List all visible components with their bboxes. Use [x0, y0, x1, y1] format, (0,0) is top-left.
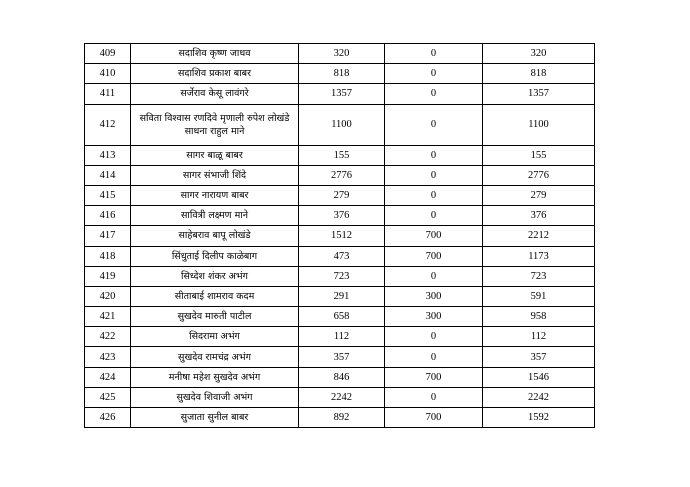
- amount-b-cell: 300: [385, 286, 483, 306]
- amount-b-cell: 0: [385, 266, 483, 286]
- serial-number-cell: 409: [85, 44, 131, 64]
- amount-b-cell: 0: [385, 387, 483, 407]
- person-name-cell: सुखदेव मारुती पाटील: [131, 307, 299, 327]
- serial-number-cell: 423: [85, 347, 131, 367]
- person-name-cell: सिंधुताई दिलीप काळेबाग: [131, 246, 299, 266]
- serial-number-cell: 425: [85, 387, 131, 407]
- table-row: [85, 185, 595, 205]
- amount-a-cell: 357: [299, 347, 385, 367]
- amount-a-cell: 1357: [299, 84, 385, 104]
- table-row: [85, 387, 595, 407]
- total-amount-cell: 2242: [483, 387, 595, 407]
- table-row: [85, 367, 595, 387]
- serial-number-cell: 424: [85, 367, 131, 387]
- amount-b-cell: 0: [385, 44, 483, 64]
- serial-number-cell: 422: [85, 327, 131, 347]
- amount-b-cell: 700: [385, 367, 483, 387]
- total-amount-cell: 2776: [483, 165, 595, 185]
- total-amount-cell: 591: [483, 286, 595, 306]
- amount-a-cell: 658: [299, 307, 385, 327]
- records-table: [84, 43, 595, 428]
- person-name-cell: सागर संभाजी शिंदे: [131, 165, 299, 185]
- serial-number-cell: 418: [85, 246, 131, 266]
- table-row: [85, 408, 595, 428]
- person-name-cell: सीताबाई शामराव कदम: [131, 286, 299, 306]
- amount-b-cell: 0: [385, 185, 483, 205]
- amount-b-cell: 0: [385, 327, 483, 347]
- amount-a-cell: 376: [299, 206, 385, 226]
- amount-a-cell: 2776: [299, 165, 385, 185]
- serial-number-cell: 421: [85, 307, 131, 327]
- person-name-cell: साहेबराव बापू लोखंडे: [131, 226, 299, 246]
- serial-number-cell: 410: [85, 64, 131, 84]
- serial-number-cell: 415: [85, 185, 131, 205]
- total-amount-cell: 320: [483, 44, 595, 64]
- amount-b-cell: 0: [385, 104, 483, 145]
- total-amount-cell: 357: [483, 347, 595, 367]
- person-name-cell: मनीषा महेश सुखदेव अभंग: [131, 367, 299, 387]
- person-name-cell: सविता विश्वास रणदिवे मृणाली रुपेश लोखंडे साधना राहुल माने: [131, 104, 299, 145]
- amount-a-cell: 279: [299, 185, 385, 205]
- person-name-cell: सुजाता सुनील बाबर: [131, 408, 299, 428]
- total-amount-cell: 723: [483, 266, 595, 286]
- total-amount-cell: 818: [483, 64, 595, 84]
- total-amount-cell: 1100: [483, 104, 595, 145]
- amount-a-cell: 846: [299, 367, 385, 387]
- person-name-cell: सावित्री लक्ष्मण माने: [131, 206, 299, 226]
- amount-b-cell: 300: [385, 307, 483, 327]
- total-amount-cell: 1546: [483, 367, 595, 387]
- amount-b-cell: 0: [385, 84, 483, 104]
- amount-b-cell: 0: [385, 165, 483, 185]
- total-amount-cell: 2212: [483, 226, 595, 246]
- serial-number-cell: 411: [85, 84, 131, 104]
- person-name-cell: सदाशिव प्रकाश बाबर: [131, 64, 299, 84]
- amount-b-cell: 700: [385, 226, 483, 246]
- serial-number-cell: 416: [85, 206, 131, 226]
- table-row: [85, 145, 595, 165]
- person-name-cell: सदाशिव कृष्ण जाधव: [131, 44, 299, 64]
- amount-b-cell: 0: [385, 347, 483, 367]
- amount-a-cell: 291: [299, 286, 385, 306]
- serial-number-cell: 419: [85, 266, 131, 286]
- total-amount-cell: 155: [483, 145, 595, 165]
- amount-b-cell: 0: [385, 64, 483, 84]
- table-row: [85, 64, 595, 84]
- serial-number-cell: 414: [85, 165, 131, 185]
- table-row: [85, 347, 595, 367]
- amount-b-cell: 0: [385, 145, 483, 165]
- amount-a-cell: 1512: [299, 226, 385, 246]
- serial-number-cell: 420: [85, 286, 131, 306]
- amount-b-cell: 700: [385, 408, 483, 428]
- amount-a-cell: 112: [299, 327, 385, 347]
- table-row: [85, 104, 595, 145]
- amount-a-cell: 1100: [299, 104, 385, 145]
- amount-b-cell: 700: [385, 246, 483, 266]
- amount-b-cell: 0: [385, 206, 483, 226]
- total-amount-cell: 1173: [483, 246, 595, 266]
- table-row: [85, 44, 595, 64]
- total-amount-cell: 958: [483, 307, 595, 327]
- total-amount-cell: 1592: [483, 408, 595, 428]
- table-row: [85, 246, 595, 266]
- table-row: [85, 84, 595, 104]
- person-name-cell: सिध्देश शंकर अभंग: [131, 266, 299, 286]
- amount-a-cell: 818: [299, 64, 385, 84]
- person-name-cell: सिदरामा अभंग: [131, 327, 299, 347]
- table-row: [85, 165, 595, 185]
- serial-number-cell: 417: [85, 226, 131, 246]
- person-name-cell: सुखदेव रामचंद्र अभंग: [131, 347, 299, 367]
- amount-a-cell: 155: [299, 145, 385, 165]
- total-amount-cell: 112: [483, 327, 595, 347]
- table-row: [85, 226, 595, 246]
- serial-number-cell: 426: [85, 408, 131, 428]
- table-row: [85, 206, 595, 226]
- amount-a-cell: 320: [299, 44, 385, 64]
- person-name-cell: सागर बाळू बाबर: [131, 145, 299, 165]
- amount-a-cell: 723: [299, 266, 385, 286]
- total-amount-cell: 376: [483, 206, 595, 226]
- records-table-body: [85, 44, 595, 428]
- amount-a-cell: 2242: [299, 387, 385, 407]
- table-row: [85, 266, 595, 286]
- total-amount-cell: 1357: [483, 84, 595, 104]
- amount-a-cell: 892: [299, 408, 385, 428]
- person-name-cell: सर्जेराव केसू लावंगरे: [131, 84, 299, 104]
- person-name-cell: सागर नारायण बाबर: [131, 185, 299, 205]
- total-amount-cell: 279: [483, 185, 595, 205]
- table-row: [85, 327, 595, 347]
- person-name-cell: सुखदेव शिवाजी अभंग: [131, 387, 299, 407]
- serial-number-cell: 413: [85, 145, 131, 165]
- amount-a-cell: 473: [299, 246, 385, 266]
- serial-number-cell: 412: [85, 104, 131, 145]
- table-row: [85, 286, 595, 306]
- table-row: [85, 307, 595, 327]
